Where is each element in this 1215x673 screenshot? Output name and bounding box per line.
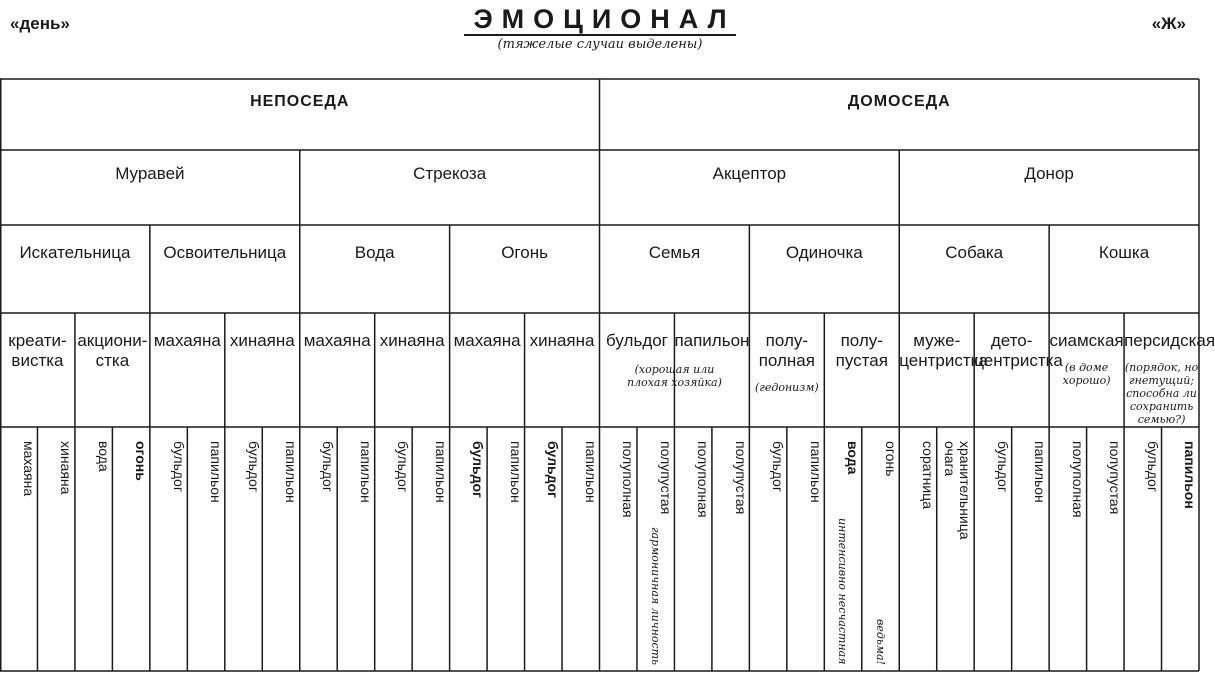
cell-label: Собака bbox=[945, 243, 1004, 262]
vertical-label: бульдог bbox=[320, 441, 337, 492]
cell-label: сиамская bbox=[1049, 331, 1124, 350]
vertical-label: полуполная bbox=[620, 441, 637, 518]
vertical-label: вода bbox=[845, 441, 862, 475]
vertical-label: полупустая bbox=[732, 441, 749, 515]
cell-label: Огонь bbox=[501, 243, 548, 262]
cell-label: бульдог bbox=[606, 331, 668, 350]
cell-label: Семья bbox=[648, 243, 701, 262]
cell-label: персидская bbox=[1124, 331, 1215, 350]
cell-label: Освоительница bbox=[163, 243, 287, 262]
vertical-label: огонь bbox=[133, 441, 150, 481]
vertical-label: полупустая bbox=[1107, 441, 1124, 515]
vertical-label: полуполная bbox=[1069, 441, 1086, 518]
vertical-label: бульдог bbox=[770, 441, 787, 492]
cell-label: махаяна bbox=[153, 331, 221, 350]
cell-label: хинаяна bbox=[379, 331, 445, 350]
vertical-label: бульдог bbox=[994, 441, 1011, 492]
vertical-label: соратница bbox=[919, 441, 936, 509]
vertical-label: папильон bbox=[357, 441, 374, 503]
cell-note: (гедонизм) bbox=[754, 381, 819, 394]
vertical-note: интенсивно несчастная bbox=[836, 518, 850, 665]
cell-label: Искательница bbox=[19, 243, 131, 262]
vertical-label: бульдог bbox=[1144, 441, 1161, 492]
vertical-label: папильон bbox=[1032, 441, 1049, 503]
cell-label: хинаяна bbox=[529, 331, 595, 350]
cell-note: (в доме хорошо) bbox=[1062, 361, 1111, 387]
cell-label: папильон bbox=[674, 331, 750, 350]
vertical-label: папильон bbox=[582, 441, 599, 503]
corner-left-label: «день» bbox=[10, 14, 70, 33]
vertical-label: папильон bbox=[507, 441, 524, 503]
vertical-note: ведьма! bbox=[873, 619, 887, 665]
vertical-label: полуполная bbox=[695, 441, 712, 518]
cell-label: махаяна bbox=[453, 331, 521, 350]
vertical-label: бульдог bbox=[245, 441, 262, 492]
vertical-label: бульдог bbox=[395, 441, 412, 492]
cell-label: ДОМОСЕДА bbox=[847, 93, 951, 110]
cell-label: Вода bbox=[354, 243, 395, 262]
cell-label: муже- центристка bbox=[899, 331, 988, 370]
vertical-label: бульдог bbox=[170, 441, 187, 492]
cell-label: Стрекоза bbox=[413, 164, 487, 183]
vertical-label: папильон bbox=[432, 441, 449, 503]
corner-right-label: «Ж» bbox=[1151, 14, 1186, 33]
cell-label: Одиночка bbox=[785, 243, 863, 262]
cell-note: (порядок, но гнетущий; способна ли сохранить семью?) bbox=[1124, 361, 1199, 426]
cell-label: Акцептор bbox=[712, 164, 787, 183]
vertical-label: огонь bbox=[882, 441, 899, 477]
cell-label: махаяна bbox=[303, 331, 371, 350]
cell-label: полу- пустая bbox=[835, 331, 888, 370]
vertical-label: папильон bbox=[208, 441, 225, 503]
cell-label: дето- центристка bbox=[974, 331, 1063, 370]
cell-label: НЕПОСЕДА bbox=[250, 93, 350, 110]
vertical-label: бульдог bbox=[470, 441, 487, 498]
vertical-label: вода bbox=[95, 441, 112, 472]
vertical-note: гармоничная личность bbox=[648, 527, 662, 666]
vertical-label: хинаяна bbox=[58, 441, 75, 495]
cell-label: Донор bbox=[1024, 164, 1074, 183]
semya-note: (хорошая или плохая хозяйка) bbox=[627, 363, 722, 389]
vertical-label: хранительница очага bbox=[942, 441, 974, 540]
vertical-label: махаяна bbox=[20, 441, 37, 497]
diagram-subtitle: (тяжелые случаи выделены) bbox=[497, 37, 703, 52]
cell-label: креати- вистка bbox=[8, 331, 67, 370]
cell-label: хинаяна bbox=[229, 331, 295, 350]
vertical-label: папильон bbox=[807, 441, 824, 503]
cell-label: полу- полная bbox=[758, 331, 815, 370]
cell-label: Муравей bbox=[115, 164, 185, 183]
cell-label: Кошка bbox=[1098, 243, 1150, 262]
vertical-label: папильон bbox=[1182, 441, 1199, 509]
title-text: ЭМОЦИОНАЛ bbox=[464, 4, 735, 36]
vertical-label: папильон bbox=[283, 441, 300, 503]
vertical-label: бульдог bbox=[545, 441, 562, 498]
cell-label: акциони- стка bbox=[77, 331, 148, 370]
vertical-label: полупустая bbox=[657, 441, 674, 515]
